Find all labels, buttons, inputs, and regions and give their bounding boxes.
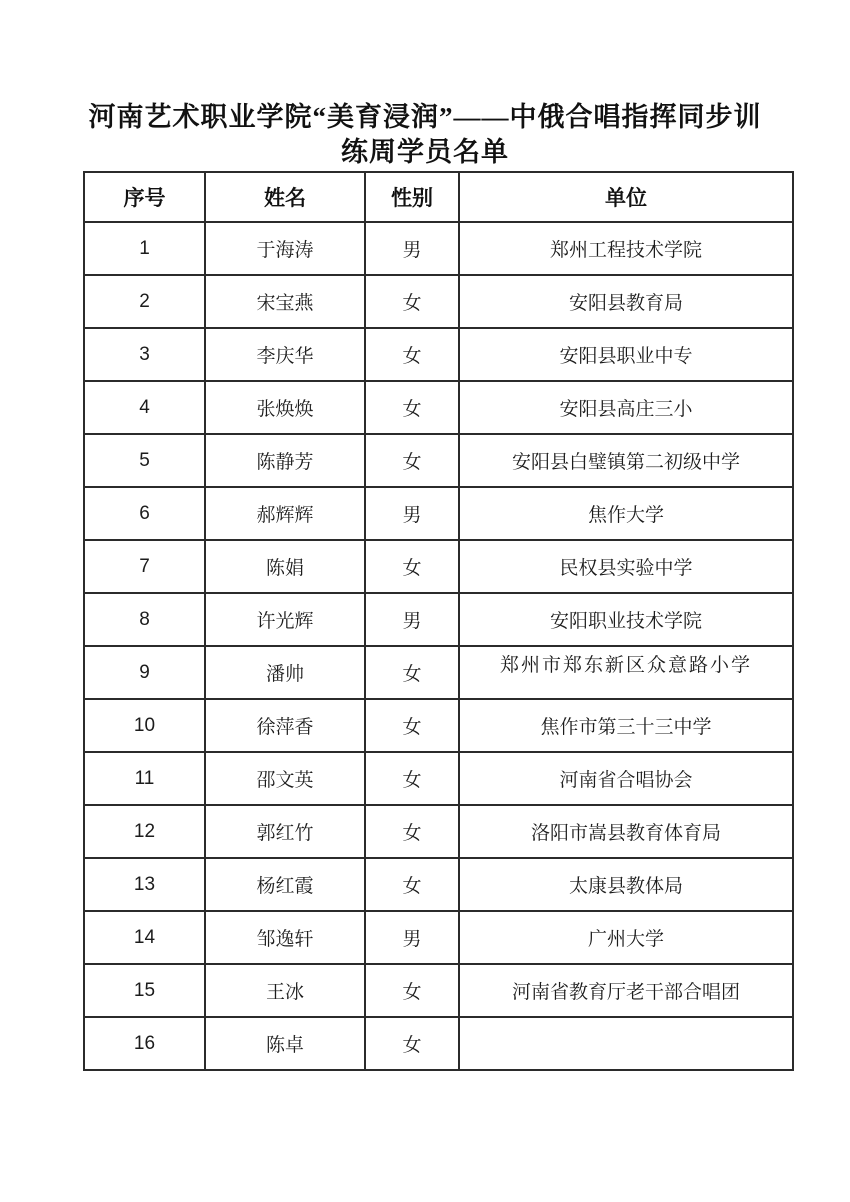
- header-cell-index: 序号: [84, 172, 205, 222]
- cell-unit: 焦作市第三十三中学: [459, 699, 793, 752]
- cell-index: 5: [84, 434, 205, 487]
- document-title: [0, 100, 850, 170]
- cell-gender: 女: [365, 646, 459, 699]
- cell-gender: 男: [365, 487, 459, 540]
- header-cell-gender: 性别: [365, 172, 459, 222]
- cell-gender: 女: [365, 434, 459, 487]
- table-row: [84, 487, 793, 540]
- cell-name: 于海涛: [205, 222, 365, 275]
- cell-index: 13: [84, 858, 205, 911]
- cell-unit: 太康县教体局: [459, 858, 793, 911]
- cell-gender: 女: [365, 805, 459, 858]
- table-row: [84, 540, 793, 593]
- cell-index: 7: [84, 540, 205, 593]
- header-cell-name: 姓名: [205, 172, 365, 222]
- header-cell-unit: 单位: [459, 172, 793, 222]
- table-row: [84, 434, 793, 487]
- cell-unit: 洛阳市嵩县教育体育局: [459, 805, 793, 858]
- cell-index: 8: [84, 593, 205, 646]
- table-row: [84, 222, 793, 275]
- cell-index: 9: [84, 646, 205, 699]
- cell-index: 14: [84, 911, 205, 964]
- cell-name: 王冰: [205, 964, 365, 1017]
- table-row: [84, 858, 793, 911]
- table-row: [84, 805, 793, 858]
- cell-gender: 女: [365, 964, 459, 1017]
- cell-name: 杨红霞: [205, 858, 365, 911]
- cell-index: 4: [84, 381, 205, 434]
- cell-gender: 女: [365, 752, 459, 805]
- table-row: [84, 381, 793, 434]
- cell-name: 邵文英: [205, 752, 365, 805]
- cell-name: 潘帅: [205, 646, 365, 699]
- table-row: [84, 964, 793, 1017]
- cell-name: 郭红竹: [205, 805, 365, 858]
- cell-gender: 女: [365, 699, 459, 752]
- cell-name: 陈卓: [205, 1017, 365, 1070]
- table-row: [84, 699, 793, 752]
- cell-gender: 女: [365, 381, 459, 434]
- cell-gender: 女: [365, 328, 459, 381]
- cell-index: 11: [84, 752, 205, 805]
- cell-unit: [459, 1017, 793, 1070]
- cell-index: 10: [84, 699, 205, 752]
- cell-gender: 女: [365, 540, 459, 593]
- cell-index: 3: [84, 328, 205, 381]
- cell-name: 邹逸轩: [205, 911, 365, 964]
- table-header-row: [84, 172, 793, 222]
- cell-unit: 安阳县教育局: [459, 275, 793, 328]
- cell-unit: 焦作大学: [459, 487, 793, 540]
- cell-unit: 安阳县高庄三小: [459, 381, 793, 434]
- table-row: [84, 752, 793, 805]
- cell-index: 1: [84, 222, 205, 275]
- cell-name: 徐萍香: [205, 699, 365, 752]
- cell-unit: 安阳职业技术学院: [459, 593, 793, 646]
- cell-name: 许光辉: [205, 593, 365, 646]
- cell-name: 宋宝燕: [205, 275, 365, 328]
- cell-gender: 女: [365, 858, 459, 911]
- cell-name: 陈娟: [205, 540, 365, 593]
- table-header: [84, 172, 793, 222]
- cell-unit: 安阳县白璧镇第二初级中学: [459, 434, 793, 487]
- cell-gender: 男: [365, 911, 459, 964]
- cell-name: 张焕焕: [205, 381, 365, 434]
- student-table-body: [84, 222, 793, 1070]
- cell-index: 12: [84, 805, 205, 858]
- document-title-line-2: 练周学员名单: [341, 137, 509, 167]
- cell-unit: 郑州工程技术学院: [459, 222, 793, 275]
- cell-gender: 女: [365, 275, 459, 328]
- cell-unit: 广州大学: [459, 911, 793, 964]
- table-row: [84, 646, 793, 699]
- cell-gender: 男: [365, 222, 459, 275]
- cell-index: 2: [84, 275, 205, 328]
- table-row: [84, 593, 793, 646]
- cell-index: 16: [84, 1017, 205, 1070]
- cell-unit: 民权县实验中学: [459, 540, 793, 593]
- cell-index: 15: [84, 964, 205, 1017]
- cell-index: 6: [84, 487, 205, 540]
- cell-unit: 安阳县职业中专: [459, 328, 793, 381]
- table-row: [84, 1017, 793, 1070]
- cell-name: 陈静芳: [205, 434, 365, 487]
- cell-unit: 河南省教育厅老干部合唱团: [459, 964, 793, 1017]
- table-row: [84, 275, 793, 328]
- table-row: [84, 911, 793, 964]
- cell-unit: 郑州市郑东新区众意路小学: [459, 646, 793, 699]
- table-row: [84, 328, 793, 381]
- cell-unit: 河南省合唱协会: [459, 752, 793, 805]
- cell-name: 李庆华: [205, 328, 365, 381]
- document-title-line-1: 河南艺术职业学院“美育浸润”——中俄合唱指挥同步训: [88, 102, 762, 132]
- cell-name: 郝辉辉: [205, 487, 365, 540]
- cell-gender: 男: [365, 593, 459, 646]
- cell-gender: 女: [365, 1017, 459, 1070]
- student-roster-table: [83, 171, 794, 1071]
